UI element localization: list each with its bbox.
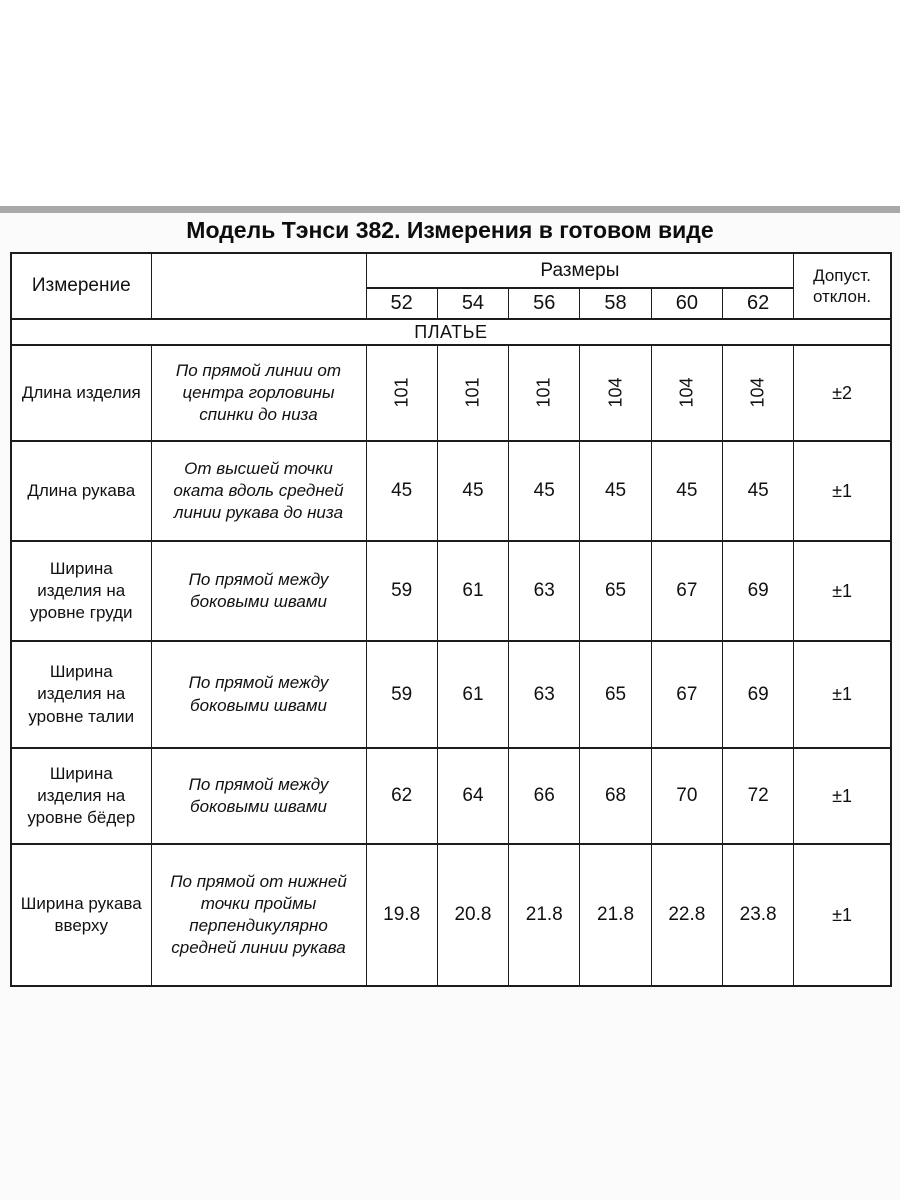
- column-header-description-empty: [151, 253, 366, 319]
- table-row: [11, 641, 891, 748]
- table-row: [11, 844, 891, 986]
- value-cell: 19.8: [366, 844, 437, 986]
- rotated-value: 104: [676, 377, 697, 408]
- column-header-sizes: Размеры: [366, 253, 794, 288]
- page-title: Модель Тэнси 382. Измерения в готовом виде: [186, 217, 714, 243]
- value-cell: 67: [651, 541, 722, 641]
- tolerance-cell: ±1: [794, 844, 891, 986]
- tolerance-cell: ±1: [794, 441, 891, 541]
- value-cell: 61: [437, 541, 508, 641]
- tolerance-cell: ±1: [794, 748, 891, 844]
- table-row: [11, 748, 891, 844]
- tolerance-cell: ±2: [794, 345, 891, 441]
- size-header-54: 54: [437, 288, 508, 319]
- value-cell: 70: [651, 748, 722, 844]
- value-cell: 61: [437, 641, 508, 748]
- column-header-measurement: Измерение: [11, 253, 151, 319]
- value-cell: 21.8: [509, 844, 580, 986]
- column-header-tolerance: [794, 253, 891, 319]
- rotated-value: 101: [391, 377, 412, 408]
- measurement-name-cell: Длина рукава: [11, 441, 151, 541]
- horizontal-divider-bar: [0, 206, 900, 213]
- value-cell: 64: [437, 748, 508, 844]
- measurement-name-cell: Ширина изделия на уровне груди: [11, 541, 151, 641]
- value-cell: [437, 345, 508, 441]
- value-cell: 65: [580, 541, 651, 641]
- value-cell: 20.8: [437, 844, 508, 986]
- rotated-value: 101: [533, 377, 554, 408]
- description-cell: По прямой линии от центра горловины спинки до низа: [151, 345, 366, 441]
- tolerance-cell: ±1: [794, 641, 891, 748]
- value-cell: 68: [580, 748, 651, 844]
- rotated-value: 101: [462, 377, 483, 408]
- table-row: [11, 345, 891, 441]
- value-cell: [509, 345, 580, 441]
- size-header-52: 52: [366, 288, 437, 319]
- value-cell: 45: [366, 441, 437, 541]
- value-cell: 69: [722, 641, 793, 748]
- value-cell: 23.8: [722, 844, 793, 986]
- description-cell: По прямой между боковыми швами: [151, 541, 366, 641]
- measurement-name-cell: Ширина рукава вверху: [11, 844, 151, 986]
- value-cell: [651, 345, 722, 441]
- value-cell: 66: [509, 748, 580, 844]
- header-row-top: [11, 253, 891, 288]
- value-cell: 65: [580, 641, 651, 748]
- size-header-60: 60: [651, 288, 722, 319]
- value-cell: 45: [722, 441, 793, 541]
- rotated-value: 104: [747, 377, 768, 408]
- description-cell: По прямой между боковыми швами: [151, 748, 366, 844]
- value-cell: 22.8: [651, 844, 722, 986]
- value-cell: 63: [509, 541, 580, 641]
- value-cell: 59: [366, 541, 437, 641]
- table-row: [11, 541, 891, 641]
- size-header-58: 58: [580, 288, 651, 319]
- description-cell: По прямой между боковыми швами: [151, 641, 366, 748]
- measurements-table: [10, 252, 892, 987]
- value-cell: 21.8: [580, 844, 651, 986]
- tolerance-header-line1: Допуст.: [813, 265, 871, 285]
- measurement-name-cell: Длина изделия: [11, 345, 151, 441]
- value-cell: 69: [722, 541, 793, 641]
- value-cell: 63: [509, 641, 580, 748]
- value-cell: [580, 345, 651, 441]
- measurement-name-cell: Ширина изделия на уровне талии: [11, 641, 151, 748]
- value-cell: 62: [366, 748, 437, 844]
- tolerance-cell: ±1: [794, 541, 891, 641]
- value-cell: [722, 345, 793, 441]
- size-header-56: 56: [509, 288, 580, 319]
- description-cell: По прямой от нижней точки проймы перпендикулярно средней линии рукава: [151, 844, 366, 986]
- value-cell: 45: [580, 441, 651, 541]
- value-cell: 45: [437, 441, 508, 541]
- tolerance-header-line2: отклон.: [812, 287, 872, 306]
- value-cell: [366, 345, 437, 441]
- value-cell: 59: [366, 641, 437, 748]
- measurement-name-cell: Ширина изделия на уровне бёдер: [11, 748, 151, 844]
- description-cell: От высшей точки оката вдоль средней линии рукава до низа: [151, 441, 366, 541]
- value-cell: 45: [509, 441, 580, 541]
- value-cell: 45: [651, 441, 722, 541]
- size-header-62: 62: [722, 288, 793, 319]
- value-cell: 72: [722, 748, 793, 844]
- table-row: [11, 441, 891, 541]
- value-cell: 67: [651, 641, 722, 748]
- section-row: [11, 319, 891, 345]
- section-title: ПЛАТЬЕ: [11, 319, 891, 345]
- rotated-value: 104: [605, 377, 626, 408]
